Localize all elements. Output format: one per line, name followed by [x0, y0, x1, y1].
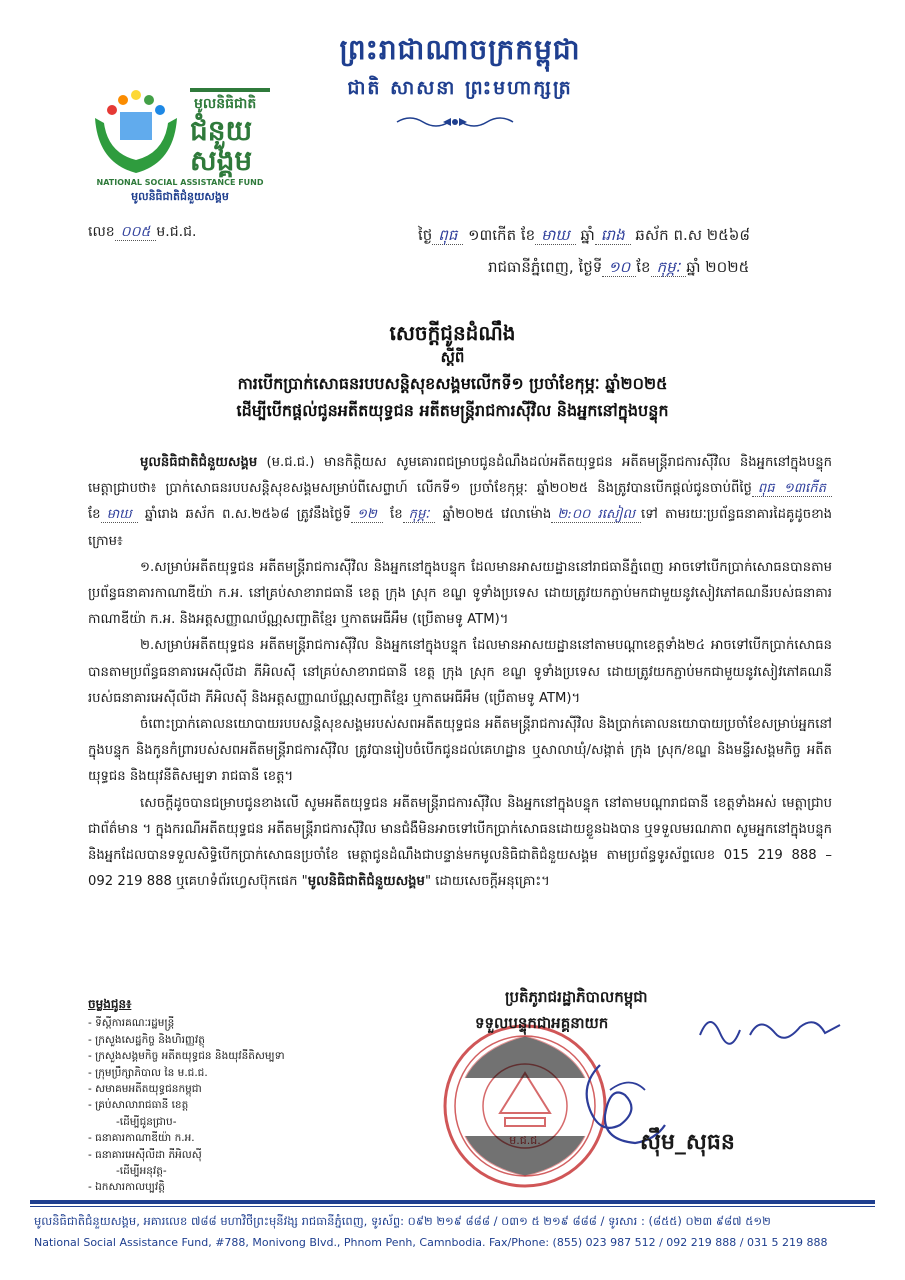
kingdom-heading: ព្រះរាជាណាចក្រកម្ពុជា [339, 33, 581, 66]
cc-item: - ឯកសារកាលប្បវត្តិ [88, 1181, 165, 1194]
cc-item: - ក្រុមប្រឹក្សាភិបាល នៃ ម.ជ.ជ. [88, 1066, 208, 1079]
p1-text4: ខែ [382, 507, 403, 523]
reference-number-value: ០០៥ [115, 224, 157, 241]
paragraph-4: ចំពោះប្រាក់គោលនយោបាយរបបសន្តិសុខសង្គមរបស់សពអតីតយុទ្ធជន អតីតមន្ត្រីរាជការស៊ីវិល និងប្រាក់គោលនយោបាយប្រចាំខែសម្រាប់អ្នកនៅក្នុងបន្ទុក និងកូនកំព្រារបស់សពអតីតមន្ត្រីរាជការស៊ីវិល ត្រូវបានរៀបចំបើកជូនដល់គេហដ្ឋាន ឬសាលាឃុំ/សង្កាត់ ក្រុង ស្រុក/ខណ្ឌ និងមន្ទីរសង្គមកិច្ច អតីតយុទ្ធជន និងយុវនីតិសម្បទា រាជធានី ខេត្ត។ [88, 717, 832, 785]
p5-end: " ដោយសេចក្តីអនុគ្រោះ។ [424, 874, 550, 890]
nsaf-logo-icon [90, 78, 280, 208]
notice-title: សេចក្តីជូនដំណឹង [389, 321, 516, 345]
notice-subject-line2: ដើម្បីបើកផ្តល់ជូនអតីតយុទ្ធជន អតីតមន្ត្រីរាជការស៊ីវិល និងអ្នកនៅក្នុងបន្ទុក [236, 401, 669, 420]
cc-list [88, 996, 388, 1196]
lunar-mid2: ឆ្នាំ [575, 226, 595, 244]
logo-khmer-caption: មូលនិធិជាតិជំនួយសង្គម [131, 190, 229, 203]
p1-text2: ខែ [88, 507, 101, 523]
p1-handwritten-day: ១២ [351, 507, 383, 523]
footer-address-khmer: មូលនិធិជាតិជំនួយសង្គម, អគារលេខ ៧៨៨ មហាវិថីព្រះមុនីវង្ស រាជធានីភ្នំពេញ, ទូរស័ព្ទ: ០៩២ ២១៩ ៨៨៨ / ០៣១ ៥ ២១៩ ៨៨៨ / ទូរសារ : (៨៥៥) ០២៣ ៩៨៧ ៥១២ [34, 1214, 771, 1228]
cc-item: - ក្រសួងសង្គមកិច្ច អតីតយុទ្ធជន និងយុវនីតិសម្បទា [88, 1050, 285, 1063]
paragraph-2: ១.សម្រាប់អតីតយុទ្ធជន អតីតមន្ត្រីរាជការស៊ីវិល និងអ្នកនៅក្នុងបន្ទុក ដែលមានអាសយដ្ឋាននៅរាជធានីភ្នំពេញ អាចទៅបើកប្រាក់សោធនបានតាមប្រព័ន្ធធនាគារកាណាឌីយ៉ា ក.អ. នៅគ្រប់សាខារាជធានី ខេត្ត ក្រុង ស្រុក ខណ្ឌ ទូទាំងប្រទេស ដោយត្រូវយកភ្ជាប់មកជាមួយនូវសៀវភៅគណនីរបស់ធនាគារកាណាឌីយ៉ា ក.អ. និងអត្តសញ្ញាណប័ណ្ណសញ្ជាតិខ្មែរ ឬកាតអេធីអឹម (ប្រើតាមទូ ATM)។ [88, 559, 832, 628]
cc-item-note: -ដើម្បីជូនជ្រាប- [116, 1115, 177, 1128]
footer-address-english: National Social Assistance Fund, #788, Monivong Blvd., Phnom Penh, Camnbodia. Fax/Phone: (855) 023 987 512 / 092 219 888 / 031 5 219 888 [34, 1236, 828, 1249]
paragraph-1 [88, 450, 832, 555]
p1-text3: ឆ្នាំរោង ឆស័ក ព.ស.២៥៦៨ ត្រូវនឹងថ្ងៃទី [137, 507, 351, 523]
notice-body [88, 450, 832, 895]
lunar-mid1: ១៣កើត ខែ [463, 226, 536, 244]
signature-initials-icon [690, 1005, 850, 1055]
p1-text5: ឆ្នាំ២០២៥ វេលាម៉ោង [435, 507, 552, 523]
p1-handwritten-lunar-day: ពុធ ១៣កើត [752, 481, 832, 497]
solar-day: ១០ [602, 258, 636, 277]
solar-month: កុម្ភៈ [651, 258, 687, 277]
p5-facebook-page: មូលនិធិជាតិជំនួយសង្គម [307, 874, 425, 890]
logo-name-line1: មូលនិធិជាតិ [194, 96, 257, 112]
lunar-year: រោង [595, 226, 631, 245]
lunar-prefix: ថ្ងៃ [418, 226, 433, 244]
solar-date [488, 258, 749, 280]
reference-suffix: ម.ជ.ជ. [156, 224, 197, 240]
cc-item: - ធនាគារអេស៊ីលីដា ភីអិលស៊ី [88, 1148, 202, 1161]
cc-item: - ក្រសួងសេដ្ឋកិច្ច និងហិរញ្ញវត្ថុ [88, 1033, 205, 1046]
cc-item: - ទីស្តីការគណៈរដ្ឋមន្ត្រី [88, 1017, 175, 1030]
cc-heading: ចម្លងជូន៖ [88, 997, 132, 1011]
signatory-name: ស៊ឹម_សុធន [640, 1129, 735, 1155]
solar-mid: ខែ [636, 258, 651, 276]
p1-handwritten-month: កុម្ភៈ [403, 507, 436, 523]
footer-rule-thin [30, 1206, 875, 1207]
fund-name-bold: មូលនិធិជាតិជំនួយសង្គម [140, 455, 258, 470]
reference-prefix: លេខ [88, 224, 115, 240]
p1-text6: ទៅ តាមរយៈប្រព័ន្ធធនាគារដៃគូដូចខាងក្រោម៖ [88, 507, 833, 549]
cc-item-note: -ដើម្បីអនុវត្ត- [116, 1165, 167, 1178]
p5-text: សេចក្តីដូចបានជម្រាបជូនខាងលើ សូមអតីតយុទ្ធជន អតីតមន្ត្រីរាជការស៊ីវិល និងអ្នកនៅក្នុងបន្ទុក នៅតាមបណ្តារាជធានី ខេត្តទាំងអស់ មេត្តាជ្រាបជាព័ត៌មាន ។ ក្នុងករណីអតីតយុទ្ធជន អតីតមន្ត្រីរាជការស៊ីវិល មានជំងឺមិនអាចទៅបើកប្រាក់សោធនដោយខ្លួនឯងបាន ឬទទួលមរណភាព សូមអ្នកនៅក្នុងបន្ទុក និងអ្នកដែលបានទទួលសិទ្ធិបើកប្រាក់សោធនប្រចាំខែ មេត្តាជូនដំណឹងជាបន្ទាន់មកមូលនិធិជាតិជំនួយសង្គម តាមប្រព័ន្ធទូរស័ព្ទលេខ 015 219 888 – 092 219 888 ឬគេហទំព័រហ្វេសប៊ុកផេក " [88, 795, 832, 890]
svg-text:ជំនួយ: ជំនួយ [190, 114, 253, 147]
header-ornament [395, 112, 515, 132]
lunar-month: មាឃ [535, 226, 576, 245]
p1-handwritten-time: ២:០០ រសៀល [551, 507, 641, 523]
national-motto: ជាតិ សាសនា ព្រះមហាក្សត្រ [347, 77, 573, 99]
paragraph-5 [88, 791, 832, 896]
reference-number [88, 222, 196, 243]
footer-rule [30, 1200, 875, 1204]
cc-item: - ធនាគារកាណាឌីយ៉ា ក.អ. [88, 1132, 195, 1145]
notice-subject-label: ស្តីពី [440, 348, 465, 366]
notice-subject-line1: ការបើកប្រាក់សោធនរបបសន្តិសុខសង្គមលើកទី១ ប្រចាំខែកុម្ភៈ ឆ្នាំ២០២៥ [237, 374, 668, 393]
lunar-suffix: ឆស័ក ព.ស ២៥៦៨ [630, 226, 751, 244]
lunar-day: ពុធ [432, 226, 463, 245]
lunar-date [418, 226, 750, 248]
p1-text: (ម.ជ.ជ.) មានកិត្តិយស សូមគោរពជម្រាបជូនដំណឹងដល់អតីតយុទ្ធជន អតីតមន្ត្រីរាជការស៊ីវិល និងអ្នកនៅក្នុងបន្ទុក មេត្តាជ្រាបថា៖ ប្រាក់សោធនរបបសន្តិសុខសង្គមសម្រាប់ពីសេព្ទាហ៍ លើកទី១ ប្រចាំខែកុម្ភៈ ឆ្នាំ២០២៥ និងត្រូវបានបើកផ្តល់ជូនចាប់ពីថ្ងៃ [88, 455, 832, 497]
solar-prefix: រាជធានីភ្នំពេញ, ថ្ងៃទី [488, 258, 603, 276]
signatory-position: ទទួលបន្ទុកជាអគ្គនាយក [475, 1014, 609, 1032]
signatory-title: ប្រតិភូរាជរដ្ឋាភិបាលកម្ពុជា [505, 988, 648, 1006]
logo-english-name: NATIONAL SOCIAL ASSISTANCE FUND [96, 178, 264, 187]
cc-item: - គ្រប់សាលារាជធានី ខេត្ត [88, 1099, 189, 1112]
p1-handwritten-lunar-month: មាឃ [101, 507, 138, 523]
cc-item: - សមាគមអតីតយុទ្ធជនកម្ពុជា [88, 1083, 202, 1096]
svg-text:សង្គម: សង្គម [190, 144, 253, 177]
solar-year: ឆ្នាំ ២០២៥ [686, 258, 750, 276]
paragraph-3: ២.សម្រាប់អតីតយុទ្ធជន អតីតមន្ត្រីរាជការស៊ីវិល និងអ្នកនៅក្នុងបន្ទុក ដែលមានអាសយដ្ឋាននៅតាមបណ្តាខេត្តទាំង២៤ អាចទៅបើកប្រាក់សោធនបានតាមប្រព័ន្ធធនាគារអេស៊ីលីដា ភីអិលស៊ី នៅគ្រប់សាខារាជធានី ខេត្ត ក្រុង ស្រុក ខណ្ឌ ទូទាំងប្រទេស ដោយត្រូវយកភ្ជាប់មកជាមួយនូវសៀវភៅគណនីរបស់ធនាគារអេស៊ីលីដា ភីអិលស៊ី និងអត្តសញ្ញាណប័ណ្ណសញ្ជាតិខ្មែរ ឬកាតអេធីអឹម (ប្រើតាមទូ ATM)។ [88, 638, 832, 706]
